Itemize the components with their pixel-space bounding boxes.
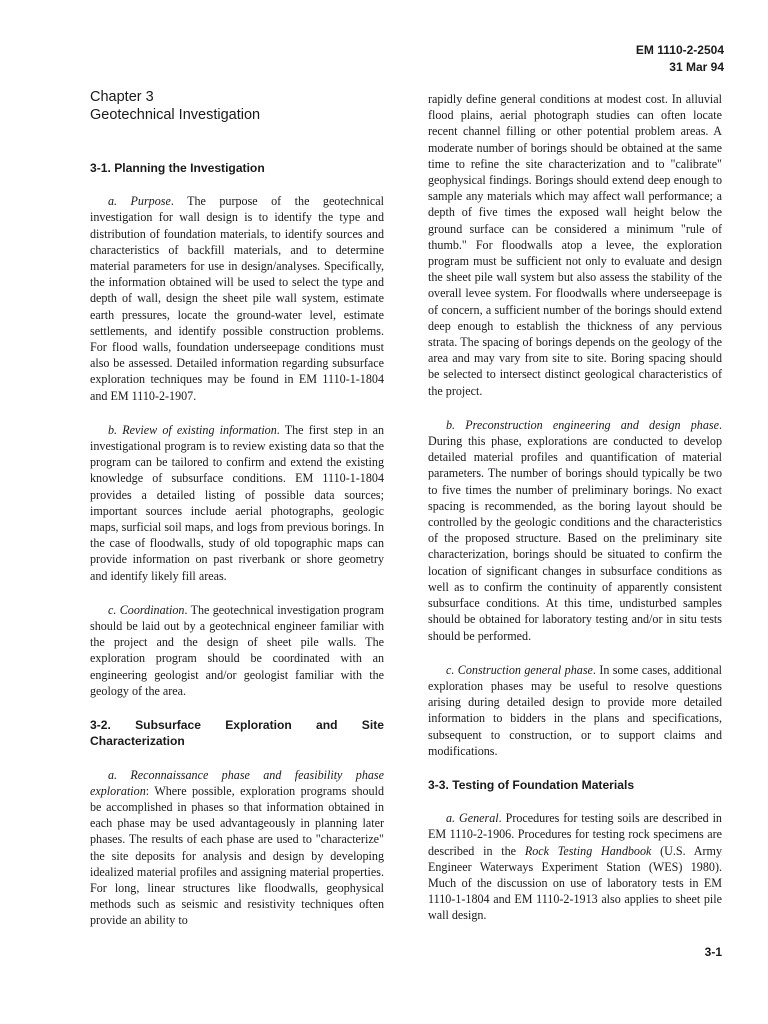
document-date: 31 Mar 94: [669, 60, 724, 74]
paragraph-review: [90, 422, 384, 584]
paragraph-reconnaissance: [90, 767, 384, 929]
paragraph-purpose: [90, 193, 384, 404]
section-heading-3-1: 3-1. Planning the Investigation: [90, 161, 265, 175]
paragraph-coordination: [90, 602, 384, 699]
paragraph-label: c. Coordination: [108, 602, 185, 617]
right-column: [428, 91, 722, 924]
paragraph-text: . Procedures for testing soils are described in EM 1110-2-1906. Procedures for testing rock specimens are described in the: [428, 811, 722, 858]
chapter-title: Geotechnical Investigation: [90, 107, 261, 123]
paragraph-construction: [428, 662, 722, 759]
paragraph-text: . In some cases, additional exploration phases may be useful to resolve questions arising during detailed design to provide more detailed information to bidders in the plans and specifications, subsequent to construction, or to support claims and modifications.: [428, 662, 723, 758]
paragraph-text: . The first step in an investigational program is to review existing data so that the program can be tailored to confirm and extend the existing knowledge of subsurface conditions. EM 1110-1-1804 provides a detailed listing of possible data sources; important sources include aerial photographs, geologic maps, surficial soil maps, and logs from previous borings. In the case of floodwalls, study of old topographic maps can provide information on past riverbank or shore geometry and identify likely fill areas.: [90, 422, 384, 583]
paragraph-label: c. Construction general phase: [446, 662, 593, 677]
paragraph-text: : Where possible, exploration programs should be accomplished in phases so that information obtained in each phase may be used advantageously in planning later phases. The results of each phase are used to "characterize" the site deposits for analysis and design by developing idealized material profiles and assigning material properties. For long, linear structures like floodwalls, geophysical methods such as seismic and resistivity techniques often provide an ability to: [90, 783, 384, 928]
book-title: Rock Testing Handbook: [524, 843, 652, 858]
paragraph-label: a. General: [446, 811, 499, 826]
paragraph-label: b. Review of existing information: [108, 422, 277, 437]
page-number: 3-1: [704, 945, 722, 959]
paragraph-text: . The geotechnical investigation program should be laid out by a geotechnical engineer familiar with the project and the design of sheet pile walls. The exploration program should be coordinated with an engineering geologist and/or geologist familiar with the geology of the area.: [90, 602, 384, 698]
document-number: EM 1110-2-2504: [635, 43, 724, 57]
section-heading-3-3: 3-3. Testing of Foundation Materials: [428, 777, 635, 792]
paragraph-text: . The purpose of the geotechnical investigation for wall design is to identify the type and distribution of foundation materials, to identify sources and characteristics of backfill materials, and to determine material parameters for use in design/analyses. Specifically, the information obtained will be used to select the type and depth of wall, design the sheet pile wall system, estimate earth pressures, locate the ground-water level, estimate settlements, and identify possible construction problems. For flood walls, foundation underseepage conditions must also be assessed. Detailed information regarding subsurface exploration techniques may be found in EM 1110-1-1804 and EM 1110-2-1907.: [90, 194, 384, 403]
paragraph-label: b. Preconstruction engineering and design phase: [446, 417, 719, 432]
left-column: [90, 88, 384, 929]
chapter-label: Chapter 3: [90, 89, 154, 105]
section-heading-3-2: 3-2. Subsurface Exploration and Site Characterization: [90, 718, 384, 749]
paragraph-text: (U.S. Army Engineer Waterways Experiment Station (WES) 1980). Much of the discussion on use of laboratory tests in EM 1110-1-1804 and EM 1110-2-1913 also applies to sheet pile wall design.: [428, 843, 722, 923]
paragraph-general: [428, 810, 722, 923]
paragraph-label: a. Purpose: [108, 194, 171, 209]
paragraph-label: a. Reconnaissance phase and feasibility phase exploration: [90, 767, 384, 798]
running-header: [636, 42, 724, 76]
paragraph-text: . During this phase, explorations are conducted to develop detailed material profiles and quantification of material parameters. The number of borings should typically be two to five times the number of preliminary borings. No exact spacing is recommended, as the boring layout should be controlled by the geologic conditions and the characteristics of the proposed structure. Based on the preliminary site characterization, borings should be situated to confirm the location of significant changes in subsurface conditions as well as to confirm the continuity of apparently consistent subsurface conditions. At this time, undisturbed samples should be obtained for laboratory testing and/or in situ tests should be performed.: [428, 417, 722, 643]
paragraph-preconstruction: [428, 417, 722, 644]
paragraph-reconnaissance-continued: rapidly define general conditions at modest cost. In alluvial flood plains, aerial photograph studies can often locate recent channel filling or other potential problem areas. A moderate number of borings should be obtained at the same time to refine the site characterization and to "calibrate" geophysical findings. Borings should extend deep enough to sample any materials which may affect wall performance; a depth of five times the exposed wall height below the ground surface can be considered a minimum "rule of thumb." For floodwalls atop a levee, the exploration program must be sufficient not only to evaluate and design the sheet pile wall system but also assess the stability of the overall levee system. For floodwalls where underseepage is of concern, a sufficient number of the borings should extend deep enough to establish the thickness of any pervious strata. The spacing of borings depends on the geology of the area and may vary from site to site. Boring spacing should be selected to intersect distinct geological characteristics of the project.: [428, 92, 722, 398]
